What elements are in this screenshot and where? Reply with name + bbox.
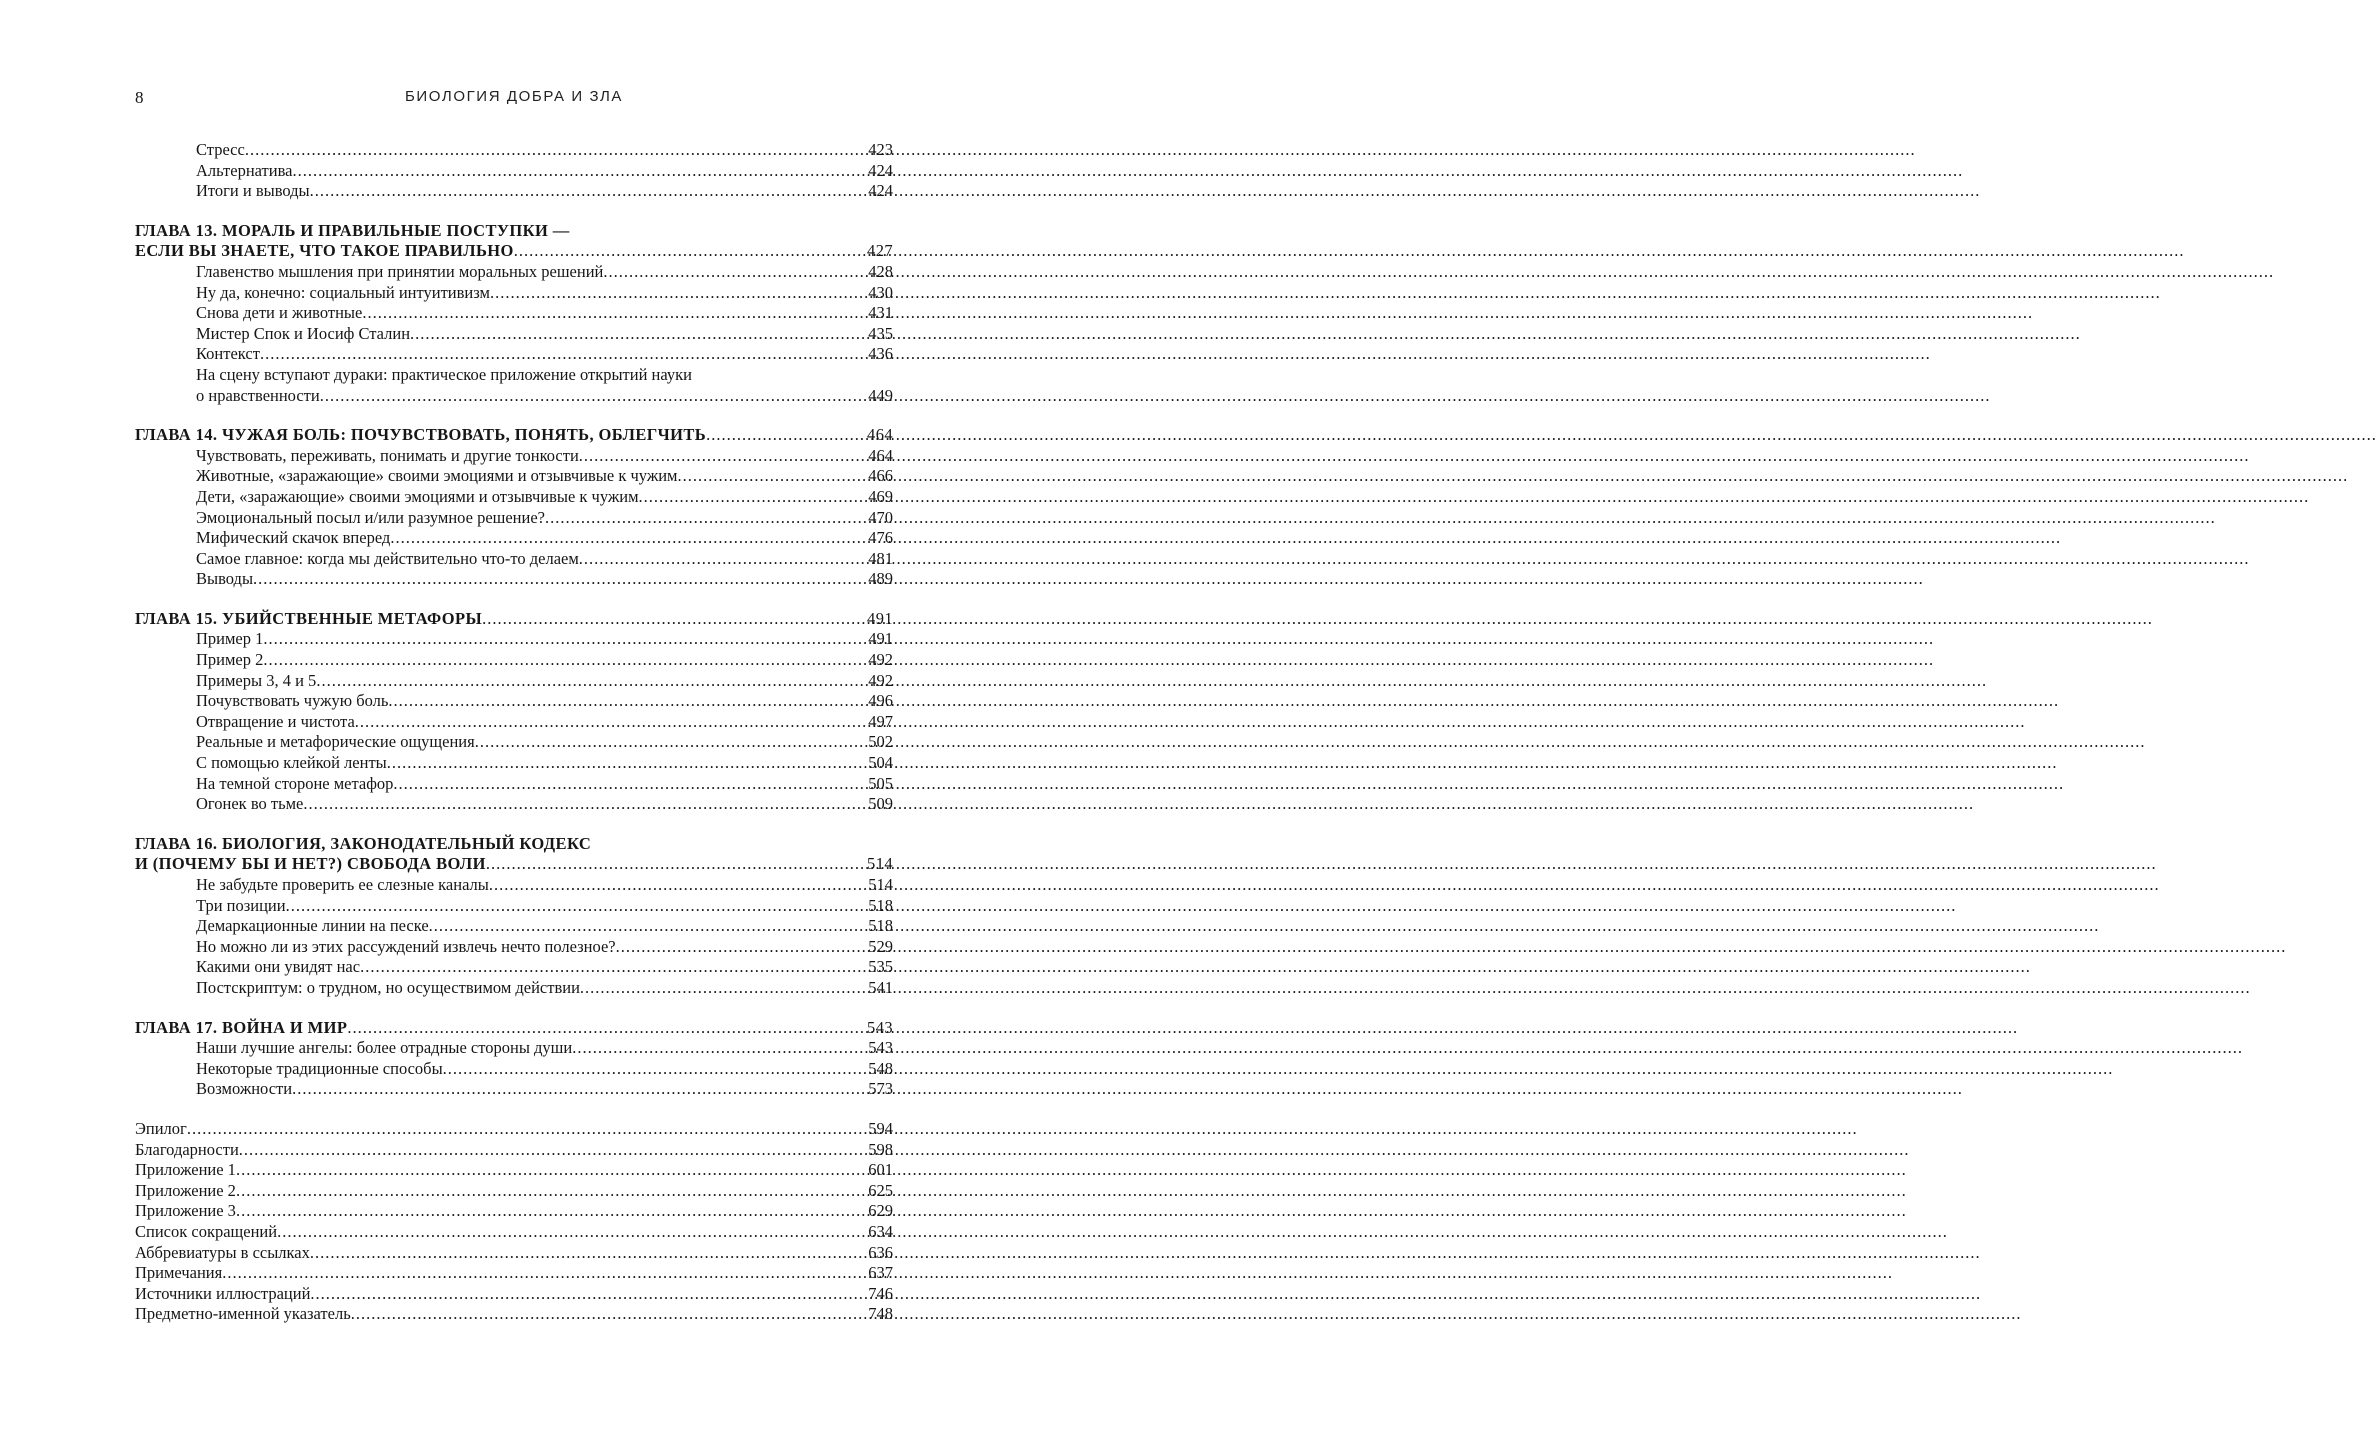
toc-entry[interactable] bbox=[135, 753, 893, 774]
entry-page: 504 bbox=[868, 753, 893, 773]
entry-page: 518 bbox=[868, 916, 893, 936]
chapter-16-heading[interactable] bbox=[135, 854, 893, 875]
toc-entry[interactable] bbox=[135, 324, 893, 345]
entry-title: Аббревиатуры в ссылках bbox=[135, 1242, 310, 1262]
dot-leader bbox=[486, 854, 866, 875]
entry-title: Мифический скачок вперед bbox=[196, 528, 391, 548]
entry-page: 469 bbox=[868, 486, 893, 506]
entry-page: 637 bbox=[868, 1263, 893, 1283]
entry-page: 428 bbox=[868, 261, 893, 281]
dot-leader bbox=[320, 386, 868, 407]
chapter-15-heading[interactable] bbox=[135, 609, 893, 630]
entry-page: 509 bbox=[868, 794, 893, 814]
dot-leader bbox=[482, 609, 866, 630]
dot-leader bbox=[236, 1181, 867, 1202]
entry-page: 543 bbox=[868, 1038, 893, 1058]
toc-entry[interactable] bbox=[135, 466, 893, 487]
entry-page: 481 bbox=[868, 548, 893, 568]
dot-leader bbox=[239, 1140, 867, 1161]
dot-leader bbox=[253, 569, 867, 590]
toc-group-intro bbox=[135, 140, 893, 202]
dot-leader bbox=[310, 181, 868, 202]
entry-page: 489 bbox=[868, 569, 893, 589]
toc-entry[interactable] bbox=[135, 1059, 893, 1080]
toc-entry-wrapped-line1[interactable]: На сцену вступают дураки: практическое приложение открытий науки bbox=[196, 364, 692, 384]
dot-leader bbox=[360, 957, 867, 978]
toc-entry[interactable] bbox=[135, 1284, 893, 1305]
entry-page: 636 bbox=[868, 1242, 893, 1262]
dot-leader bbox=[222, 1263, 867, 1284]
entry-title: Стресс bbox=[196, 140, 245, 159]
entry-title: Ну да, конечно: социальный интуитивизм bbox=[196, 282, 490, 302]
entry-title: На темной стороне метафор bbox=[196, 773, 394, 793]
entry-page: 598 bbox=[868, 1139, 893, 1159]
chapter-13-heading[interactable] bbox=[135, 241, 893, 262]
running-title: БИОЛОГИЯ ДОБРА И ЗЛА bbox=[404, 88, 624, 105]
entry-page: 518 bbox=[868, 895, 893, 915]
toc-entry[interactable] bbox=[135, 386, 893, 407]
entry-title: Отвращение и чистота bbox=[196, 711, 355, 731]
dot-leader bbox=[429, 916, 868, 937]
toc-entry[interactable] bbox=[135, 629, 893, 650]
entry-title: Итоги и выводы bbox=[196, 181, 310, 201]
toc-entry[interactable] bbox=[135, 916, 893, 937]
entry-page: 529 bbox=[868, 936, 893, 956]
entry-page: 436 bbox=[868, 344, 893, 364]
chapter-14-heading[interactable] bbox=[135, 425, 893, 446]
dot-leader bbox=[443, 1059, 868, 1080]
entry-title: Предметно-именной указатель bbox=[135, 1304, 351, 1324]
entry-title: Главенство мышления при принятии моральных решений bbox=[196, 261, 604, 281]
toc-entry[interactable] bbox=[135, 1079, 893, 1100]
entry-title: Дети, «заражающие» своими эмоциями и отзывчивые к чужим bbox=[196, 486, 639, 506]
toc-entry[interactable] bbox=[135, 140, 893, 161]
entry-title: Мистер Спок и Иосиф Сталин bbox=[196, 323, 411, 343]
dot-leader bbox=[316, 671, 867, 692]
entry-title: Контекст bbox=[196, 344, 260, 364]
toc-entry[interactable] bbox=[135, 1201, 893, 1222]
toc-entry[interactable] bbox=[135, 937, 893, 958]
entry-page: 423 bbox=[868, 140, 893, 159]
toc-group-chapter-14 bbox=[135, 425, 893, 590]
entry-title: Список сокращений bbox=[135, 1221, 278, 1241]
dot-leader bbox=[260, 344, 867, 365]
entry-title: Пример 1 bbox=[196, 629, 264, 649]
entry-title: Источники иллюстраций bbox=[135, 1283, 311, 1303]
toc-entry[interactable] bbox=[135, 161, 893, 182]
dot-leader bbox=[545, 508, 867, 529]
entry-page: 502 bbox=[868, 732, 893, 752]
entry-title: Чувствовать, переживать, понимать и другие тонкости bbox=[196, 445, 579, 465]
dot-leader bbox=[580, 978, 867, 999]
entry-title: Животные, «заражающие» своими эмоциями и отзывчивые к чужим bbox=[196, 466, 678, 486]
dot-leader bbox=[351, 1304, 868, 1325]
toc-entry[interactable] bbox=[135, 283, 893, 304]
entry-page: 476 bbox=[868, 528, 893, 548]
entry-page: 424 bbox=[868, 181, 893, 201]
entry-page: 541 bbox=[868, 977, 893, 997]
toc-entry[interactable] bbox=[135, 1181, 893, 1202]
dot-leader bbox=[347, 1018, 866, 1039]
dot-leader bbox=[293, 161, 868, 182]
entry-page: 431 bbox=[868, 303, 893, 323]
toc-entry[interactable] bbox=[135, 1243, 893, 1264]
toc-entry[interactable] bbox=[135, 528, 893, 549]
toc-entry[interactable] bbox=[135, 978, 893, 999]
entry-title: Приложение 2 bbox=[135, 1180, 236, 1200]
toc-entry[interactable] bbox=[135, 794, 893, 815]
dot-leader bbox=[263, 650, 867, 671]
entry-page: 470 bbox=[868, 507, 893, 527]
entry-page: 491 bbox=[868, 629, 893, 649]
entry-title: Приложение 1 bbox=[135, 1160, 236, 1180]
entry-title: Огонек во тьме bbox=[196, 794, 304, 814]
entry-title: С помощью клейкой ленты bbox=[196, 753, 387, 773]
entry-page: 548 bbox=[868, 1058, 893, 1078]
entry-page: 748 bbox=[868, 1304, 893, 1324]
entry-page: 466 bbox=[868, 466, 893, 486]
chapter-16-title-line1[interactable]: ГЛАВА 16. БИОЛОГИЯ, ЗАКОНОДАТЕЛЬНЫЙ КОДЕКС bbox=[135, 833, 592, 853]
toc-entry[interactable] bbox=[135, 732, 893, 753]
dot-leader bbox=[355, 712, 867, 733]
toc-entry[interactable] bbox=[135, 569, 893, 590]
dot-leader bbox=[388, 691, 867, 712]
dot-leader bbox=[603, 262, 867, 283]
entry-page: 430 bbox=[868, 282, 893, 302]
entry-title: Почувствовать чужую боль bbox=[196, 691, 389, 711]
dot-leader bbox=[187, 1119, 867, 1140]
toc-group-chapter-13 bbox=[135, 221, 893, 406]
toc-entry[interactable] bbox=[135, 1222, 893, 1243]
dot-leader bbox=[263, 629, 867, 650]
entry-page: 505 bbox=[868, 773, 893, 793]
entry-title: Примечания bbox=[135, 1263, 223, 1283]
entry-title: Какими они увидят нас bbox=[196, 957, 361, 977]
toc-entry[interactable] bbox=[135, 1119, 893, 1140]
entry-title: Эпилог bbox=[135, 1118, 187, 1138]
dot-leader bbox=[706, 425, 866, 446]
toc-entry[interactable] bbox=[135, 344, 893, 365]
entry-title: о нравственности bbox=[196, 385, 320, 405]
entry-title: Наши лучшие ангелы: более отрадные стороны души bbox=[196, 1038, 573, 1058]
toc-entry[interactable] bbox=[135, 957, 893, 978]
entry-title: Но можно ли из этих рассуждений извлечь нечто полезное? bbox=[196, 936, 616, 956]
dot-leader bbox=[362, 303, 867, 324]
entry-page: 497 bbox=[868, 711, 893, 731]
toc-entry[interactable] bbox=[135, 303, 893, 324]
dot-leader bbox=[245, 140, 867, 161]
entry-page: 464 bbox=[867, 425, 893, 445]
entry-title: Возможности bbox=[196, 1079, 293, 1099]
dot-leader bbox=[387, 753, 868, 774]
toc-group-chapter-15 bbox=[135, 609, 893, 815]
entry-page: 594 bbox=[868, 1118, 893, 1138]
dot-leader bbox=[490, 283, 867, 304]
toc-entry[interactable] bbox=[135, 896, 893, 917]
toc-group-chapter-17 bbox=[135, 1018, 893, 1100]
entry-title: Выводы bbox=[196, 569, 254, 589]
entry-page: 535 bbox=[868, 957, 893, 977]
toc-entry[interactable] bbox=[135, 1263, 893, 1284]
toc-entry[interactable] bbox=[135, 671, 893, 692]
dot-leader bbox=[277, 1222, 867, 1243]
entry-page: 746 bbox=[868, 1283, 893, 1303]
entry-page: 492 bbox=[868, 650, 893, 670]
table-of-contents bbox=[135, 140, 893, 1344]
entry-page: 427 bbox=[867, 241, 893, 261]
dot-leader bbox=[572, 1038, 867, 1059]
entry-title: Благодарности bbox=[135, 1139, 239, 1159]
dot-leader bbox=[579, 549, 867, 570]
toc-entry[interactable] bbox=[135, 549, 893, 570]
dot-leader bbox=[475, 732, 868, 753]
toc-entry[interactable] bbox=[135, 774, 893, 795]
toc-entry[interactable] bbox=[135, 446, 893, 467]
dot-leader bbox=[639, 487, 868, 508]
dot-leader bbox=[616, 937, 868, 958]
entry-page: 625 bbox=[868, 1180, 893, 1200]
page-number: 8 bbox=[135, 88, 144, 107]
entry-title: Снова дети и животные bbox=[196, 303, 363, 323]
chapter-title: ГЛАВА 14. ЧУЖАЯ БОЛЬ: ПОЧУВСТВОВАТЬ, ПОНЯТЬ, ОБЛЕГЧИТЬ bbox=[135, 425, 707, 445]
dot-leader bbox=[514, 241, 866, 262]
dot-leader bbox=[310, 1284, 867, 1305]
entry-page: 573 bbox=[868, 1079, 893, 1099]
chapter-title: И (ПОЧЕМУ БЫ И НЕТ?) СВОБОДА ВОЛИ bbox=[135, 854, 486, 874]
entry-page: 449 bbox=[868, 385, 893, 405]
entry-page: 464 bbox=[868, 445, 893, 465]
entry-title: Примеры 3, 4 и 5 bbox=[196, 670, 317, 690]
toc-entry[interactable] bbox=[135, 487, 893, 508]
dot-leader bbox=[489, 875, 867, 896]
entry-page: 514 bbox=[868, 875, 893, 894]
entry-title: Пример 2 bbox=[196, 650, 264, 670]
entry-page: 601 bbox=[868, 1160, 893, 1180]
toc-entry[interactable] bbox=[135, 875, 893, 896]
chapter-13-title-line1[interactable]: ГЛАВА 13. МОРАЛЬ И ПРАВИЛЬНЫЕ ПОСТУПКИ — bbox=[135, 220, 570, 240]
toc-entry[interactable] bbox=[135, 650, 893, 671]
toc-entry[interactable] bbox=[135, 712, 893, 733]
entry-title: Приложение 3 bbox=[135, 1201, 236, 1221]
dot-leader bbox=[303, 794, 867, 815]
entry-page: 634 bbox=[868, 1221, 893, 1241]
toc-entry[interactable] bbox=[135, 1160, 893, 1181]
entry-page: 424 bbox=[868, 160, 893, 180]
entry-title: Три позиции bbox=[196, 895, 286, 915]
dot-leader bbox=[286, 896, 868, 917]
toc-entry[interactable] bbox=[135, 691, 893, 712]
toc-entry[interactable] bbox=[135, 262, 893, 283]
dot-leader bbox=[310, 1243, 867, 1264]
chapter-title: ЕСЛИ ВЫ ЗНАЕТЕ, ЧТО ТАКОЕ ПРАВИЛЬНО bbox=[135, 241, 514, 261]
entry-page: 543 bbox=[867, 1017, 893, 1037]
dot-leader bbox=[678, 466, 868, 487]
toc-entry[interactable] bbox=[135, 1304, 893, 1325]
entry-title: Реальные и метафорические ощущения bbox=[196, 732, 475, 752]
toc-entry[interactable] bbox=[135, 181, 893, 202]
entry-page: 514 bbox=[867, 854, 893, 874]
dot-leader bbox=[236, 1160, 867, 1181]
chapter-title: ГЛАВА 15. УБИЙСТВЕННЫЕ МЕТАФОРЫ bbox=[135, 608, 483, 628]
dot-leader bbox=[579, 446, 867, 467]
page-header bbox=[135, 88, 893, 112]
entry-page: 492 bbox=[868, 670, 893, 690]
entry-page: 491 bbox=[867, 608, 893, 628]
entry-title: Самое главное: когда мы действительно что-то делаем bbox=[196, 548, 579, 568]
dot-leader bbox=[236, 1201, 867, 1222]
entry-page: 435 bbox=[868, 323, 893, 343]
entry-title: Не забудьте проверить ее слезные каналы bbox=[196, 875, 489, 894]
entry-page: 629 bbox=[868, 1201, 893, 1221]
toc-entry[interactable] bbox=[135, 1140, 893, 1161]
toc-group-back-matter bbox=[135, 1119, 893, 1325]
entry-page: 496 bbox=[868, 691, 893, 711]
entry-title: Демаркационные линии на песке bbox=[196, 916, 429, 936]
dot-leader bbox=[393, 774, 867, 795]
entry-title: Постскриптум: о трудном, но осуществимом действии bbox=[196, 977, 580, 997]
toc-group-chapter-16 bbox=[135, 834, 893, 999]
chapter-17-heading[interactable] bbox=[135, 1018, 893, 1039]
chapter-title: ГЛАВА 17. ВОЙНА И МИР bbox=[135, 1017, 348, 1037]
toc-entry[interactable] bbox=[135, 1038, 893, 1059]
toc-entry[interactable] bbox=[135, 508, 893, 529]
entry-title: Альтернатива bbox=[196, 160, 293, 180]
entry-title: Некоторые традиционные способы bbox=[196, 1058, 443, 1078]
dot-leader bbox=[292, 1079, 867, 1100]
entry-title: Эмоциональный посыл и/или разумное решение? bbox=[196, 507, 545, 527]
dot-leader bbox=[390, 528, 867, 549]
dot-leader bbox=[410, 324, 867, 345]
